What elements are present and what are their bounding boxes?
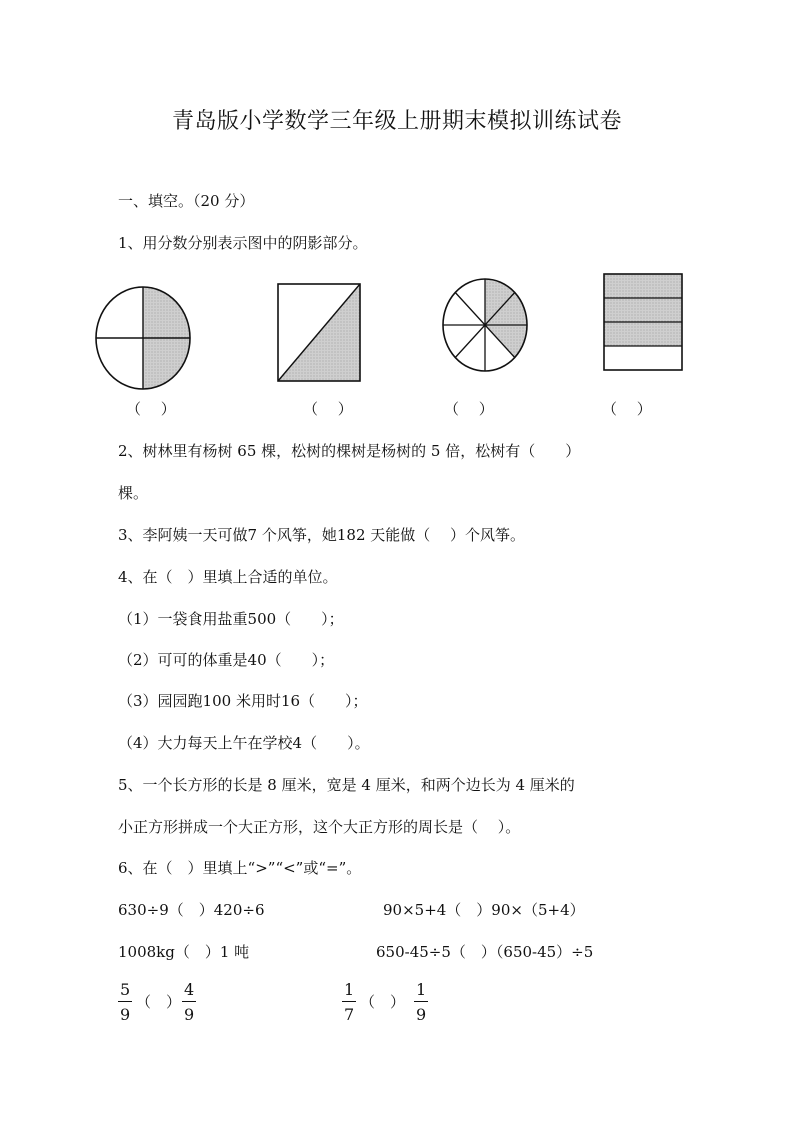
question-4-item-3: （3）园园跑100 米用时16（ ）；: [118, 692, 368, 710]
page-title: 青岛版小学数学三年级上册期末模拟训练试卷: [171, 109, 622, 134]
denominator: 9: [184, 1005, 195, 1024]
fraction-five-ninths: [118, 982, 132, 1023]
question-4-item-2: （2）可可的体重是40（ ）；: [118, 651, 335, 669]
question-4-item-4: （4）大力每天上午在学校4（ ）。: [118, 734, 370, 752]
section-heading: 一、填空。（20 分）: [118, 192, 255, 210]
answer-blank-3[interactable]: （ ）: [444, 400, 494, 418]
answer-blank-4[interactable]: （ ）: [602, 400, 652, 418]
fraction-four-ninths: [182, 982, 196, 1023]
question-2-line-1: 2、树林里有杨树 65 棵，松树的棵树是杨树的 5 倍，松树有（ ）: [118, 442, 581, 460]
compare-item-4: 650-45÷5（ ）（650-45）÷5: [376, 943, 594, 961]
compare-item-2: 90×5+4（ ）90×（5+4）: [383, 901, 585, 919]
circle-halves-figure: [94, 282, 192, 390]
answer-blank-1[interactable]: （ ）: [126, 400, 176, 418]
denominator: 7: [344, 1005, 355, 1024]
question-2-line-2: 棵。: [118, 484, 149, 502]
fraction-one-ninth: [414, 982, 428, 1023]
denominator: 9: [120, 1005, 131, 1024]
numerator: 5: [118, 982, 132, 1002]
numerator: 1: [414, 982, 428, 1002]
question-1: 1、用分数分别表示图中的阴影部分。: [118, 234, 368, 252]
numerator: 4: [182, 982, 196, 1002]
compare-blank-fraction-1[interactable]: （ ）: [136, 993, 182, 1011]
numerator: 1: [342, 982, 356, 1002]
circle-eighths-figure: [441, 276, 529, 374]
question-5-line-1: 5、一个长方形的长是 8 厘米，宽是 4 厘米，和两个边长为 4 厘米的: [118, 776, 575, 794]
denominator: 9: [416, 1005, 427, 1024]
compare-blank-fraction-2[interactable]: （ ）: [360, 993, 406, 1011]
compare-item-3: 1008kg（ ）1 吨: [118, 943, 250, 961]
question-4-item-1: （1）一袋食用盐重500（ ）；: [118, 610, 344, 628]
question-4: 4、在（ ）里填上合适的单位。: [118, 568, 338, 586]
question-5-line-2: 小正方形拼成一个大正方形，这个大正方形的周长是（ ）。: [118, 818, 521, 836]
question-3: 3、李阿姨一天可做7 个风筝，她182 天能做（ ）个风筝。: [118, 526, 526, 544]
question-6: 6、在（ ）里填上“>”“<”或“=”。: [118, 859, 362, 877]
answer-blank-2[interactable]: （ ）: [303, 400, 353, 418]
square-triangle-figure: [274, 282, 364, 384]
fraction-one-seventh: [342, 982, 356, 1023]
compare-item-1: 630÷9（ ）420÷6: [118, 901, 265, 919]
rectangle-strips-figure: [601, 272, 685, 372]
